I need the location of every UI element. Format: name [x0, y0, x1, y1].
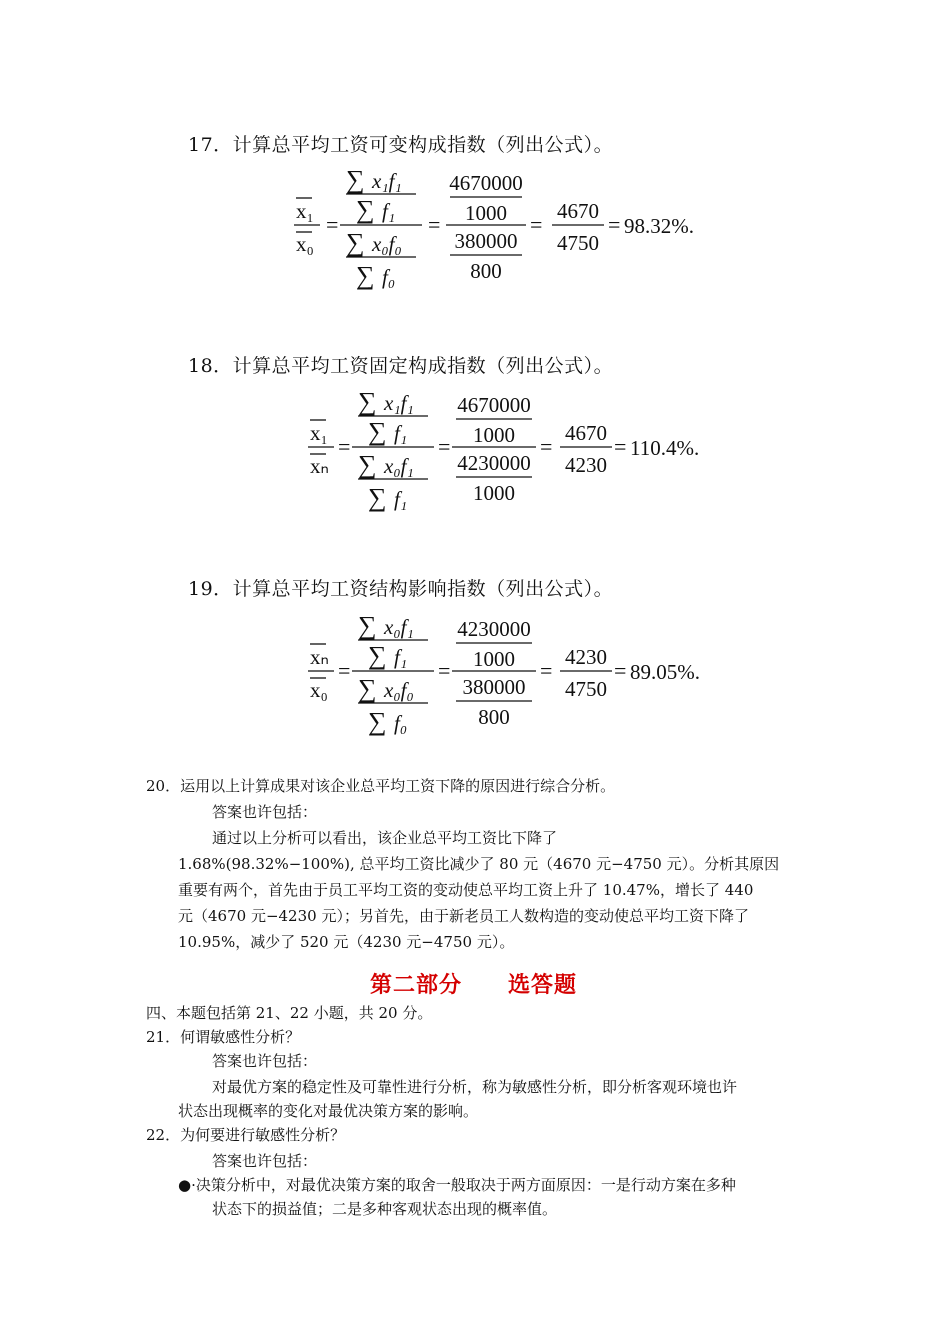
q17-lhs-den: x₀: [296, 232, 314, 256]
q22-answer-label: 答案也许包括：: [212, 1152, 318, 1170]
q18-sum-c: x₀f₁: [384, 454, 414, 478]
q17-result: 98.32%.: [624, 214, 694, 238]
q17-n3: 380000: [454, 229, 518, 253]
q20-line-1: 通过以上分析可以看出，该企业总平均工资比下降了: [212, 829, 558, 847]
q18-formula: [304, 380, 734, 520]
q20-answer-label: 答案也许包括：: [212, 803, 318, 821]
q18-n3: 4230000: [457, 451, 531, 475]
svg-text:∑: ∑: [358, 450, 377, 479]
q18-r-num: 4670: [565, 421, 607, 445]
q22-title: 22．为何要进行敏感性分析？: [146, 1126, 346, 1144]
svg-text:=: =: [614, 658, 627, 683]
q18-n4: 1000: [473, 481, 515, 505]
section-title: 第二部分 选答题: [370, 973, 578, 998]
q19-sum-c: x₀f₀: [384, 678, 414, 702]
svg-text:=: =: [338, 658, 351, 683]
svg-text:∑: ∑: [356, 261, 375, 290]
q19-n4: 800: [478, 705, 510, 729]
q19-r-den: 4750: [565, 677, 607, 701]
q17-n4: 800: [470, 259, 502, 283]
q18-n1: 4670000: [457, 393, 531, 417]
q17-sum-b: f₁: [382, 199, 396, 223]
q19-sum-a: x₀f₁: [384, 615, 414, 639]
svg-text:=: =: [530, 212, 543, 237]
q18-result: 110.4%.: [630, 436, 700, 460]
q21-answer-label: 答案也许包括：: [212, 1052, 318, 1070]
svg-text:∑: ∑: [368, 483, 387, 512]
q18-n2: 1000: [473, 423, 515, 447]
q17-n2: 1000: [465, 201, 507, 225]
q17-formula: [290, 158, 730, 298]
q19-n3: 380000: [462, 675, 526, 699]
q22-bullet-line-1: ●·决策分析中，对最优决策方案的取舍一般取决于两方面原因：一是行动方案在多种: [178, 1176, 736, 1194]
q20-line-4: 元（4670 元−4230 元）；另首先，由于新老员工人数构造的变动使总平均工资下降了: [178, 907, 749, 925]
q19-lhs-num: xₙ: [310, 645, 329, 669]
svg-text:=: =: [608, 212, 621, 237]
svg-text:=: =: [438, 658, 451, 683]
q20-line-3: 重要有两个，首先由于员工平均工资的变动使总平均工资上升了 10.47%，增长了 440: [178, 881, 754, 899]
svg-text:=: =: [540, 434, 553, 459]
part4-intro: 四、本题包括第 21、22 小题，共 20 分。: [146, 1004, 433, 1022]
q19-title: 19．计算总平均工资结构影响指数（列出公式）。: [188, 578, 614, 600]
svg-text:∑: ∑: [358, 674, 377, 703]
svg-text:=: =: [614, 434, 627, 459]
q18-sum-b: f₁: [394, 421, 408, 445]
q17-sum-c: x₀f₀: [372, 232, 402, 256]
q20-title: 20．运用以上计算成果对该企业总平均工资下降的原因进行综合分析。: [146, 777, 616, 795]
svg-text:∑: ∑: [368, 707, 387, 736]
q22-bullet-line-2: 状态下的损益值；二是多种客观状态出现的概率值。: [212, 1200, 558, 1218]
q17-r-num: 4670: [557, 199, 599, 223]
q19-r-num: 4230: [565, 645, 607, 669]
q21-line-1: 对最优方案的稳定性及可靠性进行分析，称为敏感性分析，即分析客观环境也许: [212, 1078, 738, 1096]
q17-title: 17．计算总平均工资可变构成指数（列出公式）。: [188, 134, 614, 156]
q17-r-den: 4750: [557, 231, 599, 255]
q17-sum-d: f₀: [382, 265, 396, 289]
q20-line-5: 10.95%，减少了 520 元（4230 元−4750 元）。: [178, 933, 515, 951]
q19-n1: 4230000: [457, 617, 531, 641]
svg-text:∑: ∑: [346, 165, 365, 194]
q18-r-den: 4230: [565, 453, 607, 477]
svg-text:=: =: [438, 434, 451, 459]
q18-lhs-den: xₙ: [310, 454, 329, 478]
q21-line-2: 状态出现概率的变化对最优决策方案的影响。: [178, 1102, 479, 1120]
q17-lhs-num: x₁: [296, 199, 314, 223]
svg-text:∑: ∑: [346, 228, 365, 257]
q18-sum-d: f₁: [394, 487, 408, 511]
q17-n1: 4670000: [449, 171, 523, 195]
svg-text:=: =: [428, 212, 441, 237]
q20-line-2: 1.68%(98.32%−100%), 总平均工资比减少了 80 元（4670 元−4750 元）。分析其原因: [178, 855, 780, 873]
svg-text:∑: ∑: [356, 195, 375, 224]
q19-lhs-den: x₀: [310, 678, 328, 702]
q19-n2: 1000: [473, 647, 515, 671]
svg-text:∑: ∑: [368, 641, 387, 670]
q19-sum-d: f₀: [394, 711, 408, 735]
svg-text:=: =: [326, 212, 339, 237]
q18-sum-a: x₁f₁: [384, 391, 414, 415]
svg-text:=: =: [540, 658, 553, 683]
svg-text:∑: ∑: [368, 417, 387, 446]
q19-sum-b: f₁: [394, 645, 408, 669]
svg-text:∑: ∑: [358, 387, 377, 416]
svg-text:∑: ∑: [358, 611, 377, 640]
q19-formula: [304, 604, 734, 744]
q17-sum-a: x₁f₁: [372, 169, 402, 193]
svg-text:=: =: [338, 434, 351, 459]
q19-result: 89.05%.: [630, 660, 700, 684]
q21-title: 21．何谓敏感性分析？: [146, 1028, 301, 1046]
q18-lhs-num: x₁: [310, 421, 328, 445]
q18-title: 18．计算总平均工资固定构成指数（列出公式）。: [188, 355, 614, 377]
